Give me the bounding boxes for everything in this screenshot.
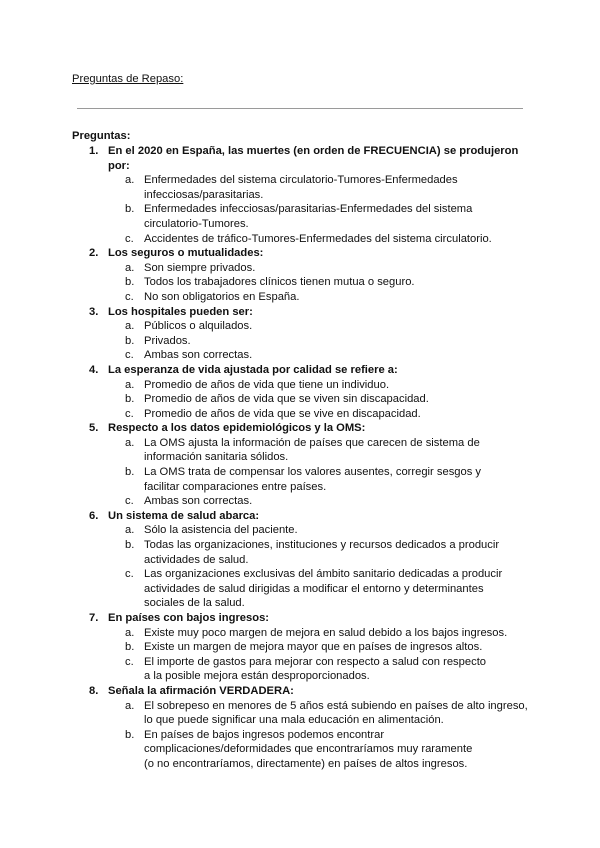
answer-option	[108, 392, 532, 407]
option-letter: a.	[125, 436, 135, 449]
option-letter: a.	[125, 524, 135, 537]
option-text: La OMS trata de compensar los valores ausentes, corregir sesgos y facilitar comparaciones entre países.	[144, 466, 482, 493]
option-letter: a.	[125, 626, 135, 639]
question-text: Los hospitales pueden ser:	[108, 305, 253, 318]
horizontal-divider	[77, 108, 523, 109]
option-letter: c.	[125, 568, 134, 581]
option-text: Sólo la asistencia del paciente.	[144, 524, 298, 537]
option-text: Promedio de años de vida que se vive en discapacidad.	[144, 407, 421, 420]
page-title: Preguntas de Repaso:	[72, 73, 184, 85]
option-text: El sobrepeso en menores de 5 años está subiendo en países de alto ingreso, lo que puede significar una mala educación en alimentación.	[144, 699, 528, 727]
option-text: No son obligatorios en España.	[144, 290, 300, 303]
option-text: Enfermedades infecciosas/parasitarias-Enfermedades del sistema circulatorio-Tumores.	[144, 203, 473, 230]
option-text: Públicos o alquilados.	[144, 320, 253, 333]
answer-option	[108, 699, 532, 728]
option-letter: c.	[125, 495, 134, 508]
question-item	[72, 305, 532, 363]
option-letter: c.	[125, 290, 134, 303]
option-list	[108, 523, 532, 611]
option-text: Existe muy poco margen de mejora en salud debido a los bajos ingresos.	[144, 626, 508, 639]
answer-option	[108, 640, 532, 655]
question-number: 4.	[89, 363, 99, 376]
answer-option	[108, 728, 532, 772]
question-text: La esperanza de vida ajustada por calidad se refiere a:	[108, 363, 398, 376]
question-list	[72, 144, 532, 772]
answer-option	[108, 378, 532, 393]
option-letter: b.	[125, 641, 135, 654]
answer-option	[108, 334, 532, 349]
answer-option	[108, 655, 532, 684]
option-list	[108, 626, 532, 684]
question-text: En el 2020 en España, las muertes (en orden de FRECUENCIA) se produjeron por:	[108, 145, 519, 172]
option-text: Promedio de años de vida que se viven sin discapacidad.	[144, 393, 429, 406]
question-number: 5.	[89, 422, 99, 435]
option-list	[108, 436, 532, 509]
question-text: En países con bajos ingresos:	[108, 612, 270, 624]
question-text: Los seguros o mutualidades:	[108, 247, 264, 260]
question-text: Un sistema de salud abarca:	[108, 509, 260, 522]
option-list	[108, 699, 532, 772]
option-letter: a.	[125, 174, 135, 187]
question-item	[72, 421, 532, 509]
option-letter: c.	[125, 232, 134, 245]
answer-option	[108, 202, 532, 231]
option-list	[108, 319, 532, 363]
question-text: Respecto a los datos epidemiológicos y la OMS:	[108, 422, 366, 435]
answer-option	[108, 436, 532, 465]
question-text: Señala la afirmación VERDADERA:	[108, 684, 294, 697]
answer-option	[108, 290, 532, 305]
option-list	[108, 378, 532, 422]
option-text: En países de bajos ingresos podemos encontrar complicaciones/deformidades que encontraríamos muy raramente (o no encontraríamos, directamente) en países de altos ingresos.	[144, 728, 473, 770]
answer-option	[108, 567, 532, 611]
question-number: 6.	[89, 509, 99, 522]
option-text: La OMS ajusta la información de países que carecen de sistema de información sanitaria sólidos.	[144, 436, 480, 464]
answer-option	[108, 465, 532, 494]
answer-option	[108, 319, 532, 334]
option-letter: c.	[125, 655, 134, 668]
answer-option	[108, 261, 532, 276]
question-item	[72, 363, 532, 421]
option-letter: a.	[125, 378, 135, 391]
answer-option	[108, 407, 532, 422]
question-item	[72, 246, 532, 304]
option-letter: a.	[125, 320, 135, 333]
section-label: Preguntas:	[72, 130, 131, 142]
question-item	[72, 611, 532, 684]
question-number: 8.	[89, 684, 99, 697]
option-text: Promedio de años de vida que tiene un individuo.	[144, 378, 390, 391]
question-item	[72, 144, 532, 246]
answer-option	[108, 232, 532, 247]
option-text: Ambas son correctas.	[144, 349, 253, 362]
option-text: Accidentes de tráfico-Tumores-Enfermedades del sistema circulatorio.	[144, 232, 492, 245]
option-text: Enfermedades del sistema circulatorio-Tumores-Enfermedades infecciosas/parasitarias.	[144, 174, 458, 201]
option-text: Existe un margen de mejora mayor que en países de ingresos altos.	[144, 641, 483, 654]
option-text: Todos los trabajadores clínicos tienen mutua o seguro.	[144, 276, 415, 289]
option-letter: b.	[125, 334, 135, 347]
option-list	[108, 173, 532, 246]
option-letter: c.	[125, 407, 134, 420]
option-text: Son siempre privados.	[144, 261, 256, 274]
option-text: Privados.	[144, 334, 191, 347]
option-text: El importe de gastos para mejorar con respecto a salud con respecto a la posible mejora están desproporcionados.	[144, 655, 487, 683]
question-item	[72, 684, 532, 772]
option-letter: c.	[125, 349, 134, 362]
option-letter: b.	[125, 203, 135, 216]
option-letter: b.	[125, 728, 135, 741]
option-letter: b.	[125, 539, 135, 552]
question-number: 1.	[89, 145, 99, 157]
answer-option	[108, 494, 532, 509]
option-text: Todas las organizaciones, instituciones y recursos dedicados a producir actividades de salud.	[144, 539, 500, 566]
option-letter: b.	[125, 466, 135, 479]
option-letter: b.	[125, 276, 135, 289]
option-text: Ambas son correctas.	[144, 495, 253, 508]
question-number: 2.	[89, 247, 99, 260]
option-list	[108, 261, 532, 305]
answer-option	[108, 348, 532, 363]
option-letter: b.	[125, 393, 135, 406]
answer-option	[108, 275, 532, 290]
question-number: 7.	[89, 612, 99, 624]
answer-option	[108, 173, 532, 202]
option-letter: a.	[125, 261, 135, 274]
question-item	[72, 509, 532, 611]
question-number: 3.	[89, 305, 99, 318]
answer-option	[108, 523, 532, 538]
answer-option	[108, 538, 532, 567]
option-text: Las organizaciones exclusivas del ámbito sanitario dedicadas a producir actividades de salud dirigidas a modificar el entorno y determinantes sociales de la salud.	[144, 568, 503, 610]
answer-option	[108, 626, 532, 641]
option-letter: a.	[125, 699, 135, 712]
